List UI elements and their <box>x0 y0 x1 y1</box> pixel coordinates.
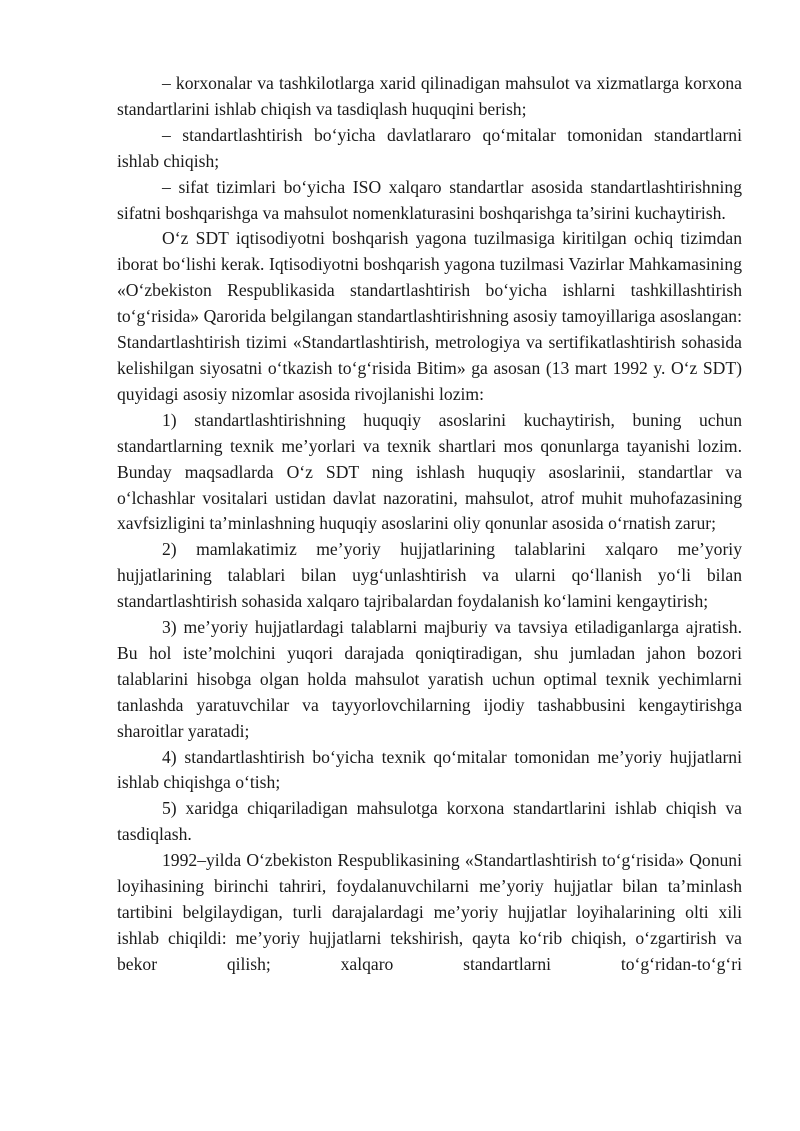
paragraph-1992-law: 1992–yilda O‘zbekiston Respublikasining «Standartlashtirish to‘g‘risida» Qonuni loyihasining birinchi tahriri, foydalanuvchilarni me’yoriy hujjatlar bilan ta’minlash tartibini belgilaydigan, turli darajalardagi me’yoriy hujjatlar loyihalarining olti xili ishlab chiqildi: me’yoriy hujjatlarni tekshirish, qayta ko‘rib chiqish, o‘zgartirish va bekor qilish; xalqaro standartlarni to‘g‘ridan-to‘g‘ri <box>117 850 742 974</box>
paragraph-principle-2: 2) mamlakatimiz me’yoriy hujjatlarining talablarini xalqaro me’yoriy hujjatlarining talablari bilan uyg‘unlashtirish va ularni qo‘llanish yo‘li bilan standartlashtirish sohasida xalqaro tajribalardan foydalanish ko‘lamini kengaytirish; <box>117 539 742 612</box>
paragraph-principle-5: 5) xaridga chiqariladigan mahsulotga korxona standartlarini ishlab chiqish va tasdiqlash. <box>117 798 742 845</box>
paragraph-list-item-1: – korxonalar va tashkilotlarga xarid qilinadigan mahsulot va xizmatlarga korxona standartlarini ishlab chiqish va tasdiqlash huquqini berish; <box>117 73 742 119</box>
paragraph-principle-4: 4) standartlashtirish bo‘yicha texnik qo‘mitalar tomonidan me’yoriy hujjatlarni ishlab chiqishga o‘tish; <box>117 746 742 793</box>
paragraph-ozsdt-intro: O‘z SDT iqtisodiyotni boshqarish yagona tuzilmasiga kiritilgan ochiq tizimdan iborat bo‘lishi kerak. Iqtisodiyotni boshqarish yagona tuzilmasi Vazirlar Mahkamasining «O‘zbekiston Respublikasida standartlashtirish bo‘yicha ishlarni tashkillashtirish to‘g‘risida» Qarorida belgilangan standartlashtirishning asosiy tamoyillariga asoslangan: Standartlashtirish tizimi «Standartlashtirish, metrologiya va sertifikatlashtirish sohasida kelishilgan siyosatni o‘tkazish to‘g‘risida Bitim» ga asosan (13 mart 1992 y. O‘z SDT) quyidagi asosiy nizomlar asosida rivojlanishi lozim: <box>117 228 742 404</box>
paragraph-principle-3: 3) me’yoriy hujjatlardagi talablarni majburiy va tavsiya etiladiganlarga ajratish. Bu hol iste’molchini yuqori darajada qoniqtiradigan, shu jumladan jahon bozori talablarini hisobga olgan holda mahsulot yaratish uchun optimal texnik yechimlarni tanlashda yaratuvchilar va tayyorlovchilarning ijodiy tashabbusini kengaytirishga sharoitlar yaratadi; <box>117 617 742 741</box>
document-page <box>117 71 742 978</box>
paragraph-list-item-3: – sifat tizimlari bo‘yicha ISO xalqaro standartlar asosida standartlashtirishning sifatni boshqarishga va mahsulot nomenklaturasini boshqarishga ta’sirini kuchaytirish. <box>117 176 742 223</box>
paragraph-list-item-2: – standartlashtirish bo‘yicha davlatlararo qo‘mitalar tomonidan standartlarni ishlab chiqish; <box>117 124 742 171</box>
paragraph-principle-1: 1) standartlashtirishning huquqiy asoslarini kuchaytirish, buning uchun standartlarning texnik me’yorlari va texnik shartlari mos qonunlarga tayanishi lozim. Bunday maqsadlarda O‘z SDT ning ishlash huquqiy asoslarinii, standartlar va o‘lchashlar vositalari ustidan davlat nazoratini, mahsulot, atrof muhit muhofazasining xavfsizligini ta’minlashning huquqiy asoslarini oliy qonunlar asosida o‘rnatish zarur; <box>117 409 742 534</box>
